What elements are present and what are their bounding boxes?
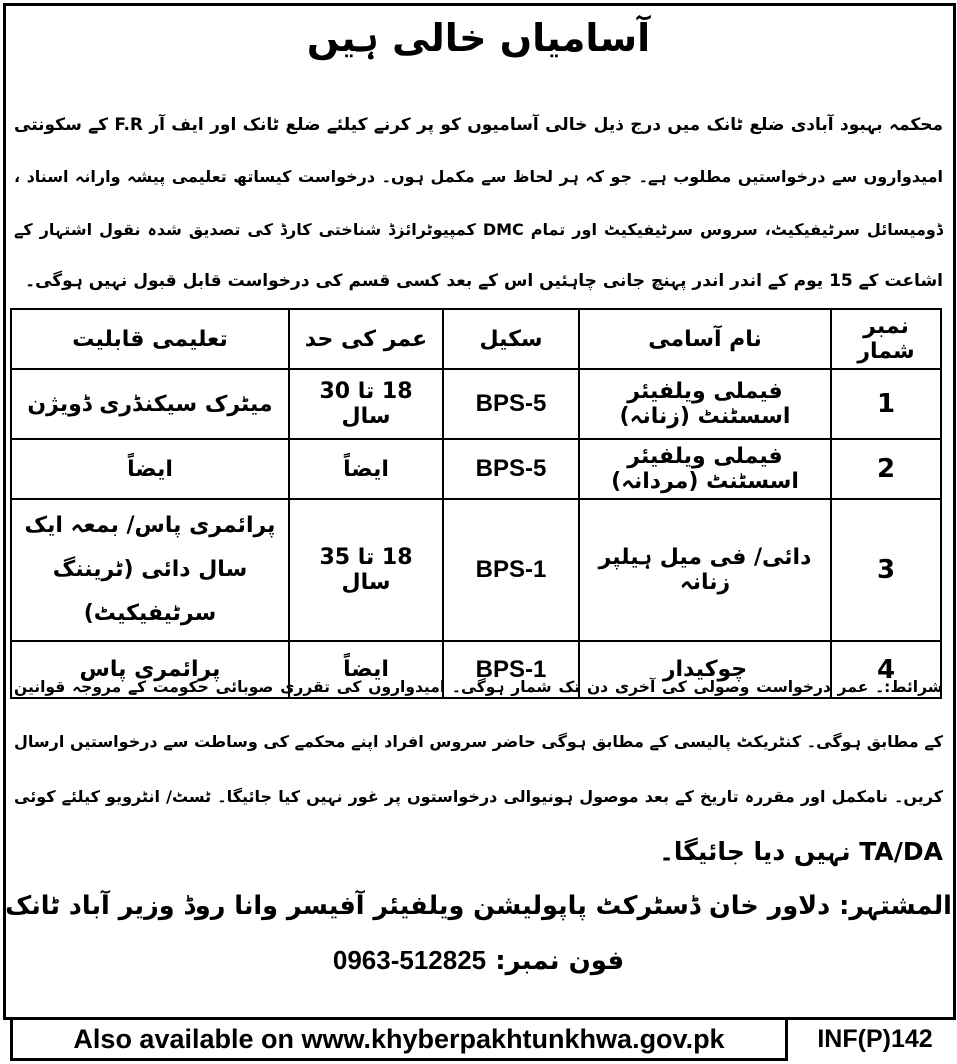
serial-cell: 1 — [831, 369, 941, 439]
intro-line: امیدواروں سے درخواستیں مطلوب ہے۔ جو کہ ہر لحاظ سے مکمل ہوں۔ درخواست کیساتھ تعلیمی پیشہ وارانہ اسناد ، — [14, 167, 943, 186]
table-row — [11, 499, 941, 641]
post-name-cell: فیملی ویلفیئر اسسٹنٹ (زنانہ) — [579, 369, 831, 439]
qualification-cell: پرائمری پاس/ بمعہ ایک سال دائی (ٹریننگ سرٹیفیکیٹ) — [11, 499, 289, 641]
qualification-cell: پرائمری پاس — [11, 641, 289, 698]
serial-cell: 4 — [831, 641, 941, 698]
phone-number: 0963-512825 — [332, 945, 487, 975]
conditions-line: کے مطابق ہوگی۔ کنٹریکٹ پالیسی کے مطابق ہوگی حاضر سروس افراد اپنے محکمے کی وساطت سے درخواستیں ارسال — [14, 732, 943, 751]
vacancies-table — [10, 308, 942, 699]
qualification-cell: میٹرک سیکنڈری ڈویژن — [11, 369, 289, 439]
table-row — [11, 439, 941, 499]
serial-cell: 3 — [831, 499, 941, 641]
header-scale: سکیل — [443, 309, 579, 369]
intro-line: محکمہ بہبود آبادی ضلع ٹانک میں درج ذیل خالی آسامیوں کو پر کرنے کیلئے ضلع ٹانک اور ایف آر F.R کے سکونتی — [14, 115, 943, 135]
conditions-line: شرائط:۔ عمر درخواست وصولی کی آخری دن تک شمار ہوگی۔ امیدواروں کی تقرری صوبائی حکومت کے مروجہ قوانین — [14, 678, 943, 696]
phone-line — [0, 945, 957, 976]
scale-cell: BPS-5 — [443, 369, 579, 439]
table-row — [11, 369, 941, 439]
phone-label: فون نمبر: — [495, 946, 625, 976]
age-cell: ایضاً — [289, 439, 443, 499]
age-cell: 18 تا 35 سال — [289, 499, 443, 641]
age-cell: 18 تا 30 سال — [289, 369, 443, 439]
intro-line: ڈومیسائل سرٹیفیکیٹ، سروس سرٹیفیکیٹ اور تمام DMC کمپیوٹرائزڈ شناختی کارڈ کی تصدیق شدہ نقول اشتہار کے — [14, 220, 943, 239]
header-age-limit: عمر کی حد — [289, 309, 443, 369]
header-post-name: نام آسامی — [579, 309, 831, 369]
header-serial: نمبر شمار — [831, 309, 941, 369]
conditions-line: TA/DA نہیں دیا جائیگا۔ — [659, 837, 943, 866]
reference-code: INF(P)142 — [817, 1025, 933, 1053]
intro-line: اشاعت کے 15 یوم کے اندر اندر پہنچ جانی چاہئیں اس کے بعد کسی قسم کی درخواست قابل قبول نہیں ہوگی۔ — [25, 271, 943, 291]
post-name-cell: فیملی ویلفیئر اسسٹنٹ (مردانہ) — [579, 439, 831, 499]
scale-cell: BPS-1 — [443, 499, 579, 641]
post-name-cell: دائی/ فی میل ہیلپر زنانہ — [579, 499, 831, 641]
post-name-cell: چوکیدار — [579, 641, 831, 698]
header-qualification: تعلیمی قابلیت — [11, 309, 289, 369]
qualification-cell: ایضاً — [11, 439, 289, 499]
ad-title: آسامیاں خالی ہیں — [306, 16, 651, 60]
serial-cell: 2 — [831, 439, 941, 499]
age-cell: ایضاً — [289, 641, 443, 698]
advertiser-line: المشتہر: دلاور خان ڈسٹرکٹ پاپولیشن ویلفیئر آفیسر وانا روڈ وزیر آباد ٹانک — [5, 891, 952, 921]
scale-cell: BPS-1 — [443, 641, 579, 698]
website-notice: Also available on www.khyberpakhtunkhwa.gov.pk — [10, 1017, 788, 1061]
conditions-line: کریں۔ نامکمل اور مقررہ تاریخ کے بعد موصول ہونیوالی درخواستوں پر غور نہیں کیا جائیگا۔ ٹسٹ/ انٹرویو کیلئے کوئی — [14, 787, 943, 806]
table-header-row — [11, 309, 941, 369]
scale-cell: BPS-5 — [443, 439, 579, 499]
